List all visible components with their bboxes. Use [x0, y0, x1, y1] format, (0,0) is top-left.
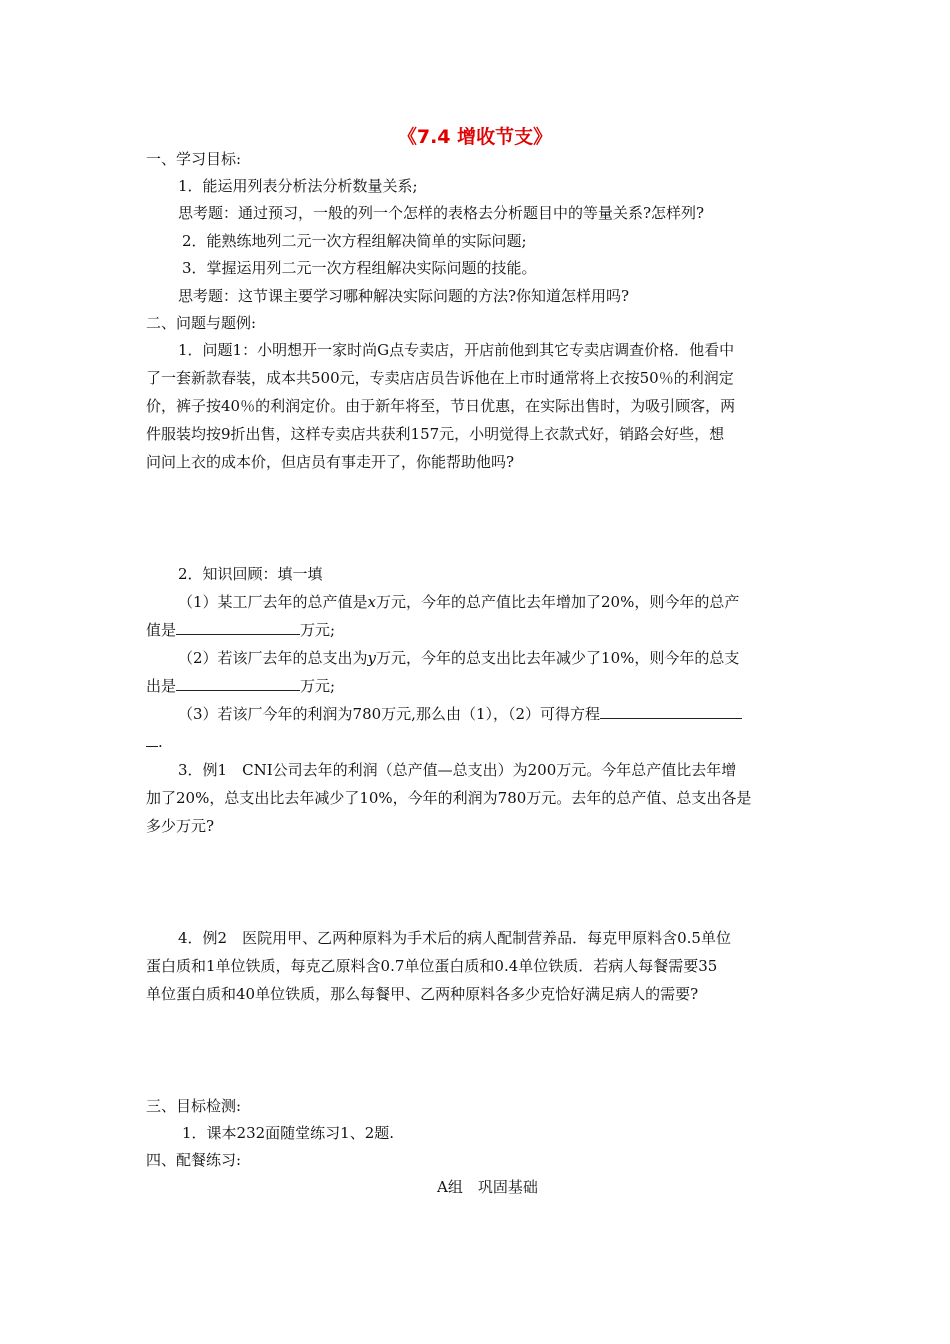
answer-blank-2[interactable]: [176, 676, 300, 691]
problem-1-line-1: 1．问题1：小明想开一家时尚G点专卖店，开店前他到其它专卖店调查价格．他看中: [178, 341, 735, 359]
example-1-line-1: 3．例1 CNI公司去年的利润（总产值—总支出）为200万元。今年总产值比去年增: [178, 761, 737, 779]
review-item-1-text-d: 万元;: [300, 621, 336, 639]
group-a-label: A组 巩固基础: [437, 1178, 538, 1196]
review-item-2: [178, 648, 739, 668]
think-question-2: 思考题：这节课主要学习哪种解决实际问题的方法?你知道怎样用吗?: [178, 287, 630, 305]
answer-blank-3[interactable]: [600, 704, 742, 719]
goal-2: 2．能熟练地列二元一次方程组解决简单的实际问题;: [182, 232, 527, 250]
problem-1-line-5: 问问上衣的成本价，但店员有事走开了，你能帮助他吗?: [146, 453, 515, 471]
review-item-1: [178, 592, 739, 612]
review-item-3-text-b: .: [158, 733, 163, 751]
review-item-3-text-a: （3）若该厂今年的利润为780万元,那么由（1），（2）可得方程: [178, 705, 601, 723]
section-heading-check: 三、目标检测:: [146, 1097, 242, 1115]
review-item-1-text-b: 万元，今年的总产值比去年增加了20%，则今年的总产: [376, 593, 740, 611]
problem-1-line-4: 件服装均按9折出售，这样专卖店共获利157元，小明觉得上衣款式好，销路会好些，想: [146, 425, 725, 443]
problem-1-line-3: 价，裤子按40％的利润定价。由于新年将至，节日优惠，在实际出售时，为吸引顾客，两: [146, 397, 736, 415]
example-2-line-2: 蛋白质和1单位铁质，每克乙原料含0.7单位蛋白质和0.4单位铁质．若病人每餐需要35: [146, 957, 718, 975]
think-question-1: 思考题：通过预习，一般的列一个怎样的表格去分析题目中的等量关系?怎样列?: [178, 204, 705, 222]
variable-y: y: [367, 649, 377, 667]
goal-1: 1．能运用列表分析法分析数量关系;: [178, 177, 418, 195]
review-item-1-cont: [146, 620, 335, 640]
goal-3: 3．掌握运用列二元一次方程组解决实际问题的技能。: [182, 259, 537, 277]
section-heading-problems: 二、问题与题例:: [146, 314, 257, 332]
section-heading-goals: 一、学习目标:: [146, 150, 242, 168]
review-item-2-text-a: （2）若该厂去年的总支出为: [178, 649, 368, 667]
check-item-1: 1．课本232面随堂练习1、2题.: [182, 1124, 395, 1142]
variable-x: x: [367, 593, 377, 611]
example-1-line-3: 多少万元?: [146, 817, 215, 835]
example-2-line-3: 单位蛋白质和40单位铁质，那么每餐甲、乙两种原料各多少克恰好满足病人的需要?: [146, 985, 699, 1003]
problem-1-line-2: 了一套新款春装，成本共500元，专卖店店员告诉他在上市时通常将上衣按50％的利润定: [146, 369, 734, 387]
answer-blank-3-cont[interactable]: [146, 732, 158, 747]
review-item-3-cont: [146, 732, 163, 752]
review-item-2-text-c: 出是: [146, 677, 177, 695]
example-2-line-1: 4．例2 医院用甲、乙两种原料为手术后的病人配制营养品．每克甲原料含0.5单位: [178, 929, 731, 947]
review-heading: 2．知识回顾：填一填: [178, 565, 323, 583]
review-item-2-text-d: 万元;: [300, 677, 336, 695]
section-heading-practice: 四、配餐练习:: [146, 1151, 242, 1169]
review-item-1-text-a: （1）某工厂去年的总产值是: [178, 593, 368, 611]
document-title: 《7.4 增收节支》: [397, 126, 553, 148]
review-item-1-text-c: 值是: [146, 621, 177, 639]
review-item-2-cont: [146, 676, 335, 696]
review-item-3: [178, 704, 742, 724]
answer-blank-1[interactable]: [176, 620, 300, 635]
review-item-2-text-b: 万元，今年的总支出比去年减少了10%，则今年的总支: [376, 649, 740, 667]
example-1-line-2: 加了20%，总支出比去年减少了10%，今年的利润为780万元。去年的总产值、总支出各是: [146, 789, 752, 807]
